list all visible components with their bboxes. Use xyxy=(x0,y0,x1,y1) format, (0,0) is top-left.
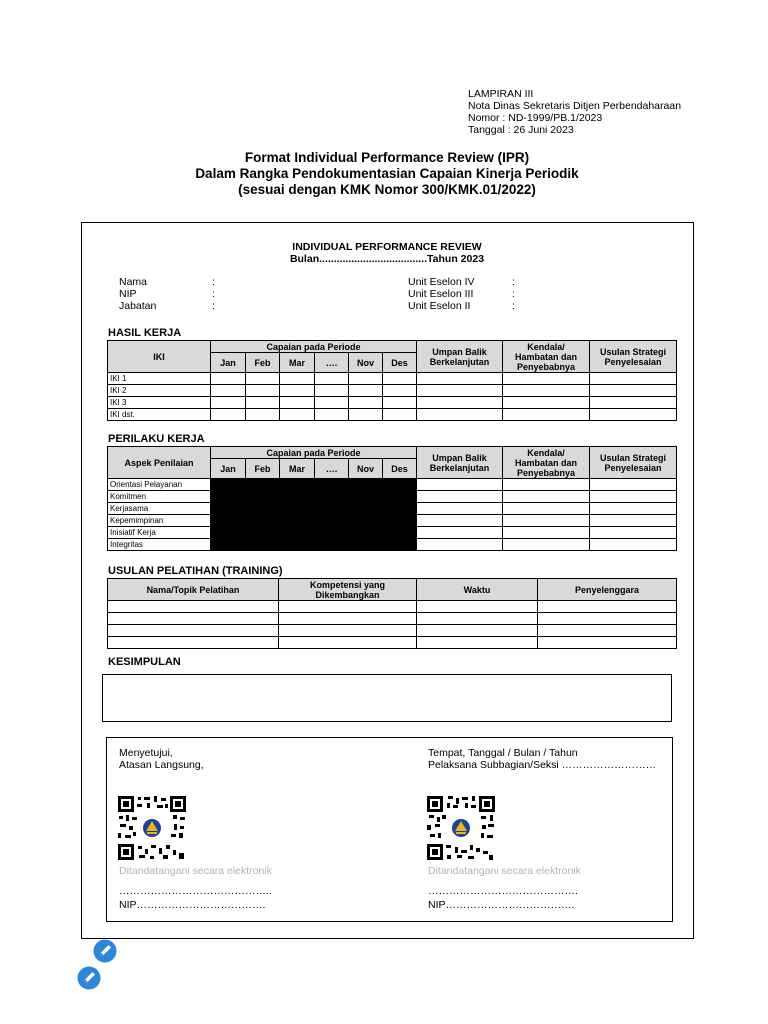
pen-edit-icon[interactable] xyxy=(77,966,101,990)
month-header: Nov xyxy=(349,459,383,479)
aspek-header: Aspek Penilaian xyxy=(108,447,211,479)
pen-edit-icon[interactable] xyxy=(93,939,117,963)
period-header: Capaian pada Periode xyxy=(211,341,417,353)
aspek-row-label: Inisiatif Kerja xyxy=(108,527,211,539)
unit-eselon-ii-label: Unit Eselon II xyxy=(408,300,471,312)
nip-line-right: NIP………………………………. xyxy=(428,899,575,911)
identity-right-labels xyxy=(408,276,475,312)
menyetujui-label: Menyetujui, xyxy=(119,747,173,759)
period-header: Capaian pada Periode xyxy=(211,447,417,459)
kesimpulan-box[interactable] xyxy=(102,674,672,722)
usulan-header: Usulan Strategi Penyelesaian xyxy=(590,341,677,373)
month-header: …. xyxy=(315,459,349,479)
kesimpulan-title: KESIMPULAN xyxy=(108,656,181,668)
iki-row-label: IKI 3 xyxy=(108,397,211,409)
month-header: Feb xyxy=(246,459,280,479)
identity-right-colons xyxy=(512,276,515,312)
month-header: Jan xyxy=(211,459,246,479)
kendala-header: Kendala/ Hambatan dan Penyebabnya xyxy=(503,447,590,479)
umpan-balik-header: Umpan Balik Berkelanjutan xyxy=(417,447,503,479)
document-title xyxy=(0,150,768,198)
nip-line-left: NIP………………………………. xyxy=(119,899,266,911)
colon: : xyxy=(212,288,215,300)
month-header: Jan xyxy=(211,353,246,373)
month-header: Des xyxy=(383,353,417,373)
perilaku-kerja-table xyxy=(107,446,677,551)
name-line-left: …………………………………….. xyxy=(119,885,272,897)
pelatihan-penyelenggara-header: Penyelenggara xyxy=(538,579,677,601)
ipr-heading-title: INDIVIDUAL PERFORMANCE REVIEW xyxy=(292,241,482,253)
title-line-3: (sesuai dengan KMK Nomor 300/KMK.01/2022) xyxy=(238,182,536,197)
ipr-heading xyxy=(0,241,768,265)
signed-note-right: Ditandatangani secara elektronik xyxy=(428,865,581,877)
iki-row-label: IKI 1 xyxy=(108,373,211,385)
aspek-row-label: Integritas xyxy=(108,539,211,551)
jabatan-label: Jabatan xyxy=(119,300,157,312)
nip-label: NIP xyxy=(119,288,137,300)
month-header: Des xyxy=(383,459,417,479)
pelaksana-label: Pelaksana Subbagian/Seksi ……………………… xyxy=(428,759,657,771)
iki-row-label: IKI 2 xyxy=(108,385,211,397)
title-line-1: Format Individual Performance Review (IPR) xyxy=(244,150,530,165)
aspek-row-label: Kerjasama xyxy=(108,503,211,515)
lampiran-tanggal: Tanggal : 26 Juni 2023 xyxy=(468,124,574,136)
lampiran-label: LAMPIRAN III xyxy=(468,88,534,100)
atasan-langsung-label: Atasan Langsung, xyxy=(119,759,204,771)
nama-label: Nama xyxy=(119,276,148,288)
aspek-row-label: Orientasi Pelayanan xyxy=(108,479,211,491)
aspek-row-label: Kepemimpinan xyxy=(108,515,211,527)
colon: : xyxy=(512,288,515,300)
usulan-header: Usulan Strategi Penyelesaian xyxy=(590,447,677,479)
perilaku-kerja-title: PERILAKU KERJA xyxy=(108,433,205,445)
qr-code-icon xyxy=(426,795,496,861)
kendala-header: Kendala/ Hambatan dan Penyebabnya xyxy=(503,341,590,373)
ipr-heading-period: Bulan.....................................Tahun 2023 xyxy=(289,253,485,265)
pelatihan-table xyxy=(107,578,677,649)
identity-left-colons xyxy=(212,276,215,312)
qr-code-icon xyxy=(117,795,187,861)
name-line-right: ……………………………………. xyxy=(428,885,578,897)
lampiran-nota: Nota Dinas Sekretaris Ditjen Perbendaharaan xyxy=(468,100,682,112)
pelatihan-kompetensi-header: Kompetensi yang Dikembangkan xyxy=(279,579,417,601)
title-line-2: Dalam Rangka Pendokumentasian Capaian Kinerja Periodik xyxy=(195,166,579,181)
colon: : xyxy=(512,276,515,288)
hasil-kerja-table xyxy=(107,340,677,421)
tempat-tanggal-label: Tempat, Tanggal / Bulan / Tahun xyxy=(428,747,578,759)
colon: : xyxy=(512,300,515,312)
pelatihan-title: USULAN PELATIHAN (TRAINING) xyxy=(108,565,283,577)
month-header: Mar xyxy=(280,353,315,373)
iki-row-label: IKI dst. xyxy=(108,409,211,421)
signed-note-left: Ditandatangani secara elektronik xyxy=(119,865,272,877)
signature-right-heading xyxy=(428,747,656,771)
month-header: Nov xyxy=(349,353,383,373)
umpan-balik-header: Umpan Balik Berkelanjutan xyxy=(417,341,503,373)
pelatihan-waktu-header: Waktu xyxy=(417,579,538,601)
month-header: …. xyxy=(315,353,349,373)
redacted-block xyxy=(211,479,417,551)
hasil-kerja-title: HASIL KERJA xyxy=(108,327,182,339)
identity-left-labels xyxy=(119,276,156,312)
signature-left-heading xyxy=(119,747,204,771)
month-header: Mar xyxy=(280,459,315,479)
unit-eselon-iv-label: Unit Eselon IV xyxy=(408,276,475,288)
unit-eselon-iii-label: Unit Eselon III xyxy=(408,288,474,300)
pelatihan-topik-header: Nama/Topik Pelatihan xyxy=(108,579,279,601)
colon: : xyxy=(212,300,215,312)
lampiran-nomor: Nomor : ND-1999/PB.1/2023 xyxy=(468,112,603,124)
iki-header: IKI xyxy=(108,341,211,373)
lampiran-block xyxy=(468,88,681,136)
colon: : xyxy=(212,276,215,288)
aspek-row-label: Komitmen xyxy=(108,491,211,503)
month-header: Feb xyxy=(246,353,280,373)
